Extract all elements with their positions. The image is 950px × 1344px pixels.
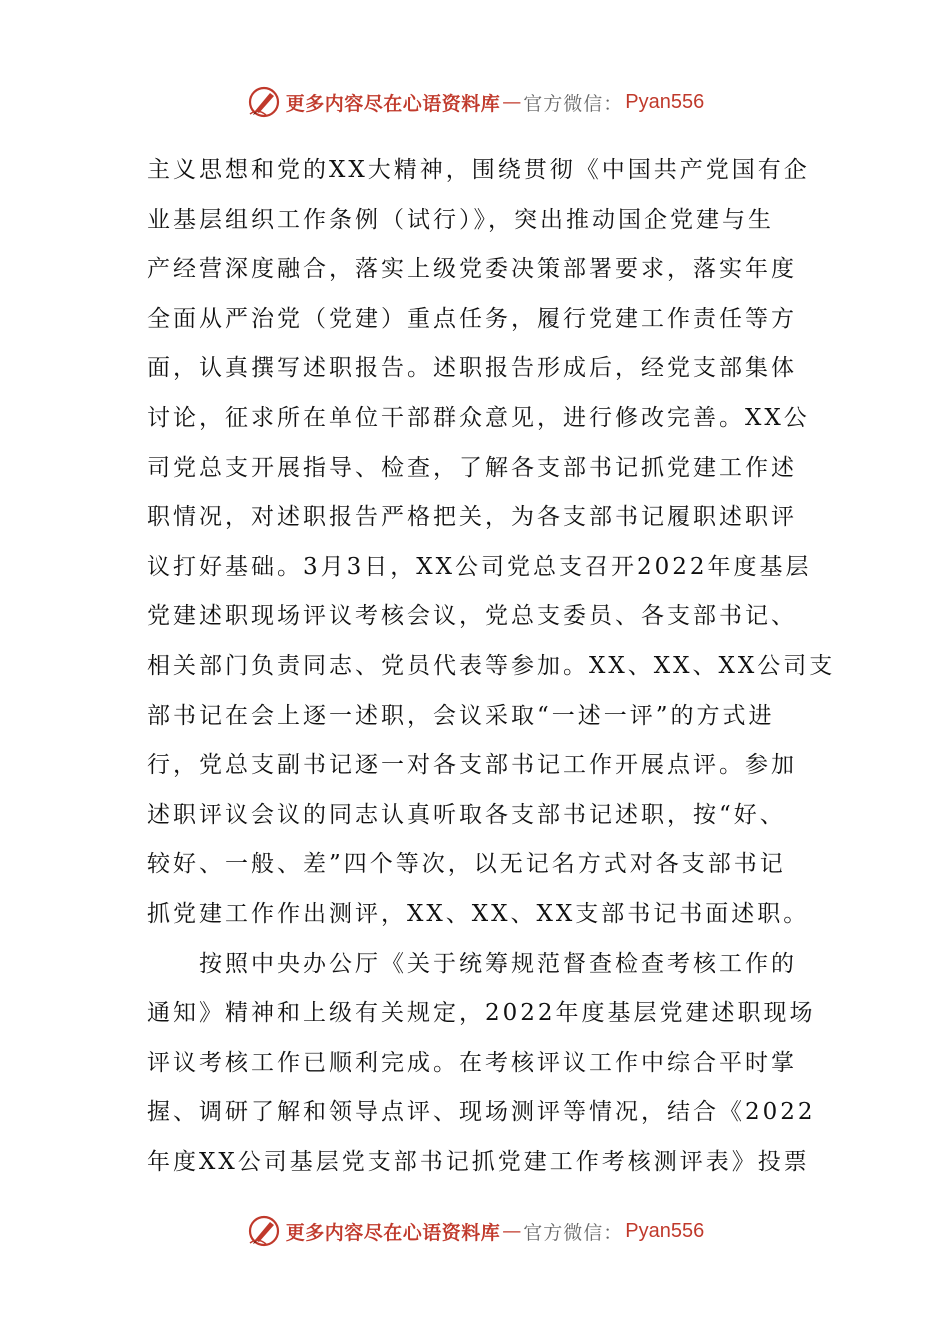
text-line: 职情况，对述职报告严格把关，为各支部书记履职述职评 — [147, 504, 797, 531]
text-line: 面，认真撰写述职报告。述职报告形成后，经党支部集体 — [147, 355, 797, 382]
banner-wechat-label: 官方微信： — [523, 92, 624, 115]
text-line: 业基层组织工作条例（试行）》，突出推动国企党建与生 — [147, 206, 774, 233]
text-line: 司党总支开展指导、检查，了解各支部书记抓党建工作述 — [147, 454, 797, 481]
text-line: 行，党总支副书记逐一对各支部书记工作开展点评。参加 — [147, 752, 797, 779]
text-line: 党建述职现场评议考核会议，党总支委员、各支部书记、 — [147, 603, 797, 630]
text-line: 握、调研了解和领导点评、现场测评等情况，结合《2022 — [147, 1099, 816, 1126]
quill-pen-circle-icon — [246, 1213, 282, 1249]
paragraph-2 — [147, 940, 816, 1188]
text-line: 产经营深度融合，落实上级党委决策部署要求，落实年度 — [147, 256, 797, 283]
document-body — [147, 146, 836, 1187]
banner-wechat-id: Pyan556 — [625, 90, 705, 113]
quill-pen-circle-icon — [246, 84, 282, 120]
text-line: 议打好基础。3月3日，XX公司党总支召开2022年度基层 — [147, 553, 812, 580]
header-banner — [0, 82, 950, 122]
paragraph-1 — [147, 146, 836, 940]
text-line: 年度XX公司基层党支部书记抓党建工作考核测评表》投票 — [147, 1148, 810, 1175]
banner-dash: — — [502, 91, 522, 113]
banner-dash: — — [502, 1220, 522, 1242]
banner-wechat-label: 官方微信： — [523, 1221, 624, 1244]
text-line: 述职评议会议的同志认真听取各支部书记述职，按“好、 — [147, 801, 786, 828]
text-line: 通知》精神和上级有关规定，2022年度基层党建述职现场 — [147, 1000, 816, 1027]
footer-banner — [0, 1211, 950, 1251]
banner-brand-text: 更多内容尽在心语资料库 — [285, 1221, 501, 1244]
text-line: 全面从严治党（党建）重点任务，履行党建工作责任等方 — [147, 305, 797, 332]
text-line: 部书记在会上逐一述职，会议采取“一述一评”的方式进 — [147, 702, 775, 729]
text-line: 讨论，征求所在单位干部群众意见，进行修改完善。XX公 — [147, 404, 810, 431]
text-line: 较好、一般、差”四个等次，以无记名方式对各支部书记 — [147, 851, 786, 878]
banner-wechat-id: Pyan556 — [625, 1219, 705, 1242]
text-line: 评议考核工作已顺利完成。在考核评议工作中综合平时掌 — [147, 1049, 797, 1076]
banner-brand-text: 更多内容尽在心语资料库 — [285, 92, 501, 115]
text-line: 抓党建工作作出测评，XX、XX、XX支部书记书面述职。 — [147, 900, 810, 927]
text-line: 按照中央办公厅《关于统筹规范督查检查考核工作的 — [199, 950, 797, 977]
text-line: 主义思想和党的XX大精神，围绕贯彻《中国共产党国有企 — [147, 157, 810, 183]
text-line: 相关部门负责同志、党员代表等参加。XX、XX、XX公司支 — [147, 652, 836, 679]
